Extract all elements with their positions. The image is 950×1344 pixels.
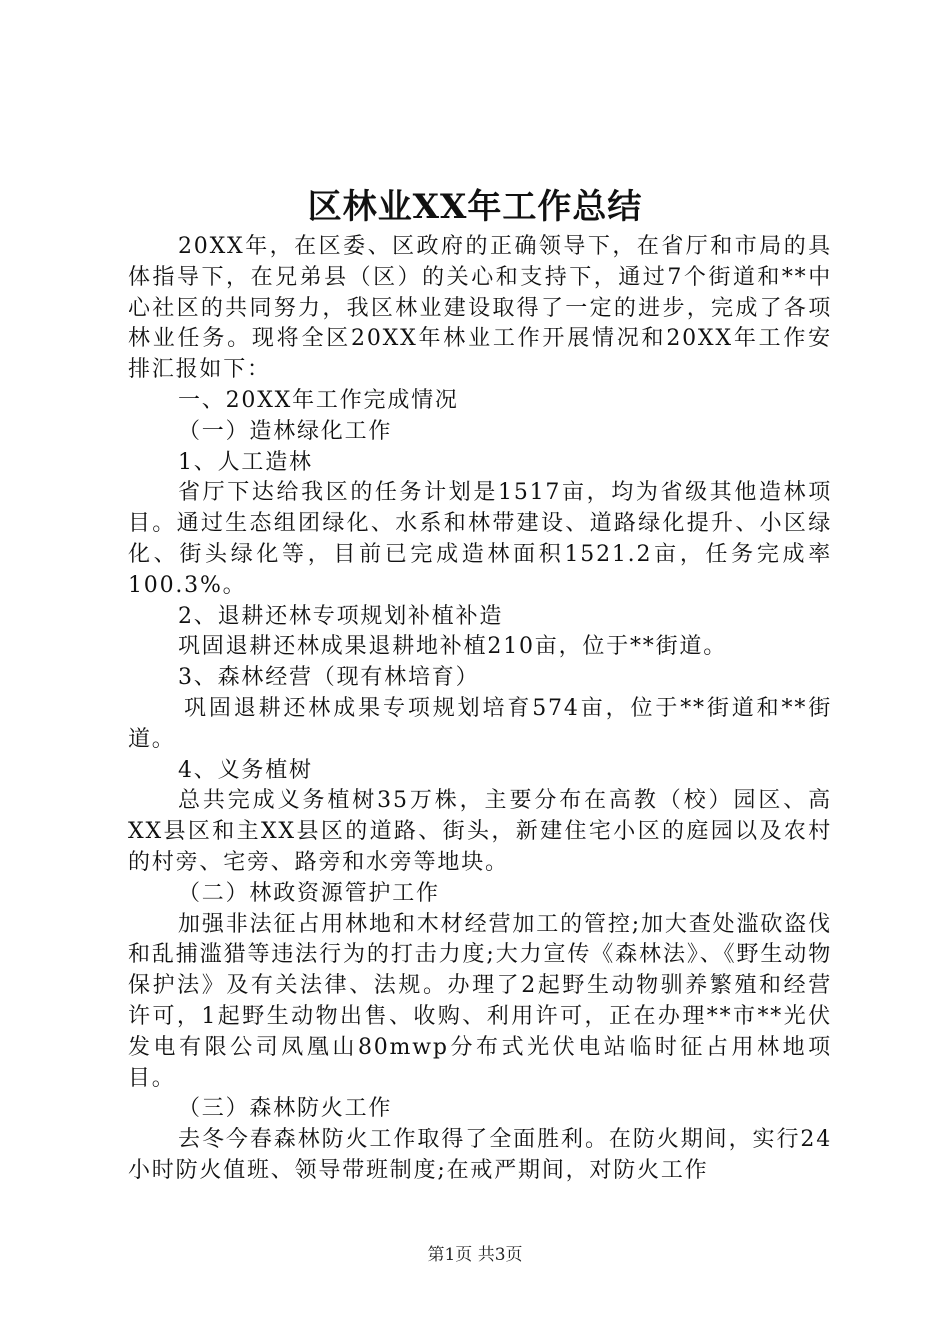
subsection-heading-fire-prevention: （三）森林防火工作 [178, 1096, 393, 1122]
item-heading-forest-management: 3、森林经营（现有林培育） [178, 665, 480, 691]
document-body [128, 232, 832, 1187]
intro-paragraph: 20XX年，在区委、区政府的正确领导下，在省厅和市局的具体指导下，在兄弟县（区）的关心和支持下，通过7个街道和**中心社区的共同努力，我区林业建设取得了一定的进步，完成了各项林业任务。现将全区20XX年林业工作开展情况和20XX年工作安排汇报如下： [128, 234, 832, 383]
item-heading-replanting: 2、退耕还林专项规划补植补造 [178, 603, 504, 629]
paragraph-voluntary-planting: 总共完成义务植树35万株，主要分布在高教（校）园区、高XX县区和主XX县区的道路、街头，新建住宅小区的庭园以及农村的村旁、宅旁、路旁和水旁等地块。 [128, 788, 832, 875]
subsection-heading-resource-protection: （二）林政资源管护工作 [178, 880, 440, 906]
paragraph-replanting: 巩固退耕还林成果退耕地补植210亩，位于**街道。 [178, 634, 727, 660]
section-heading-1: 一、20XX年工作完成情况 [178, 387, 459, 413]
document-title: 区林业XX年工作总结 [307, 187, 643, 227]
paragraph-forest-management: 巩固退耕还林成果专项规划培育574亩，位于**街道和**街道。 [128, 695, 832, 752]
page-footer: 第1页 共3页 [427, 1245, 523, 1265]
item-heading-voluntary-planting: 4、义务植树 [178, 757, 313, 783]
subsection-heading-afforestation: （一）造林绿化工作 [178, 418, 393, 444]
paragraph-artificial-afforestation: 省厅下达给我区的任务计划是1517亩，均为省级其他造林项目。通过生态组团绿化、水系和林带建设、道路绿化提升、小区绿化、街头绿化等，目前已完成造林面积1521.2亩，任务完成率100.3%。 [128, 480, 832, 598]
paragraph-resource-protection: 加强非法征占用林地和木材经营加工的管控;加大查处滥砍盗伐和乱捕滥猎等违法行为的打击力度;大力宣传《森林法》、《野生动物保护法》及有关法律、法规。办理了2起野生动物驯养繁殖和经营许可，1起野生动物出售、收购、利用许可，正在办理**市**光伏发电有限公司凤凰山80mwp分布式光伏电站临时征占用林地项目。 [128, 911, 832, 1091]
paragraph-fire-prevention: 去冬今春森林防火工作取得了全面胜利。在防火期间，实行24小时防火值班、领导带班制度;在戒严期间，对防火工作 [128, 1127, 832, 1183]
item-heading-artificial-afforestation: 1、人工造林 [178, 449, 313, 475]
